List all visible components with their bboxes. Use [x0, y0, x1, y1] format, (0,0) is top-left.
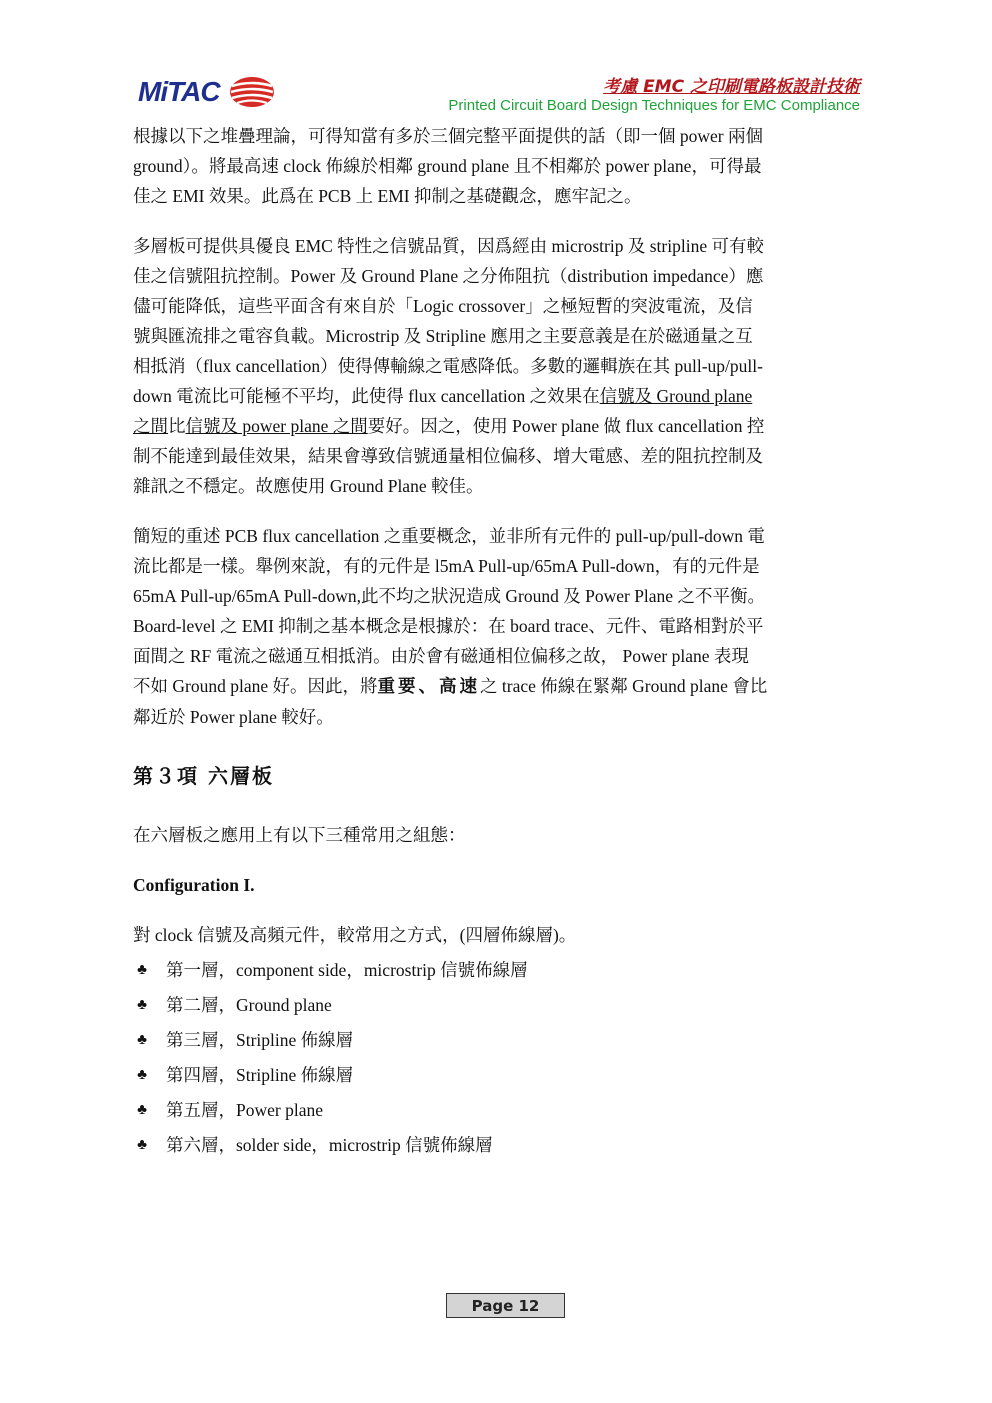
text-run: 比: [168, 416, 186, 436]
text-run: 之 trace 佈線在緊鄰 Ground plane 會比: [480, 676, 768, 696]
layer-text: 第四層，Stripline 佈線層: [166, 1065, 354, 1085]
document-subtitle: Printed Circuit Board Design Techniques for EMC Compliance: [448, 97, 860, 114]
text-run: 不如 Ground plane 好。因此，將: [133, 676, 378, 696]
text-line: 佳之 EMI 效果。此爲在 PCB 上 EMI 抑制之基礎觀念，應牢記之。: [133, 186, 642, 206]
list-item: [133, 953, 858, 988]
layer-list: [133, 953, 858, 1163]
paragraph-multilayer-emc: [133, 231, 858, 501]
club-bullet-icon: ♣: [137, 962, 147, 978]
club-bullet-icon: ♣: [137, 1137, 147, 1153]
list-item: [133, 1128, 858, 1163]
page-number: Page 12: [471, 1296, 540, 1315]
list-item: [133, 1058, 858, 1093]
text-line: 制不能達到最佳效果，結果會導致信號通量相位偏移、增大電感、差的阻抗控制及: [133, 446, 763, 466]
document-title: 考慮 EMC 之印刷電路板設計技術: [603, 77, 860, 97]
text-line: 雜訊之不穩定。故應使用 Ground Plane 較佳。: [133, 476, 484, 496]
page-number-box: [446, 1293, 565, 1318]
underlined-text: 信號及 Ground plane: [599, 386, 753, 406]
text-line: Board-level 之 EMI 抑制之基本概念是根據於：在 board trace、元件、電路相對於平: [133, 616, 764, 636]
club-bullet-icon: ♣: [137, 1102, 147, 1118]
list-item: [133, 1093, 858, 1128]
layer-text: 第五層，Power plane: [166, 1100, 323, 1120]
text-line: 佳之信號阻抗控制。Power 及 Ground Plane 之分佈阻抗（distribution impedance）應: [133, 266, 764, 286]
club-bullet-icon: ♣: [137, 997, 147, 1013]
paragraph-stackup-theory: [133, 121, 858, 211]
text-line: 號與匯流排之電容負載。Microstrip 及 Stripline 應用之主要意義是在於磁通量之互: [133, 326, 753, 346]
text-line: 流比都是一樣。舉例來說，有的元件是 l5mA Pull-up/65mA Pull-down，有的元件是: [133, 556, 760, 576]
section-heading: 第３項 六層板: [133, 764, 274, 788]
text-line: 多層板可提供具優良 EMC 特性之信號品質，因爲經由 microstrip 及 stripline 可有較: [133, 236, 764, 256]
text-line: 根據以下之堆疊理論，可得知當有多於三個完整平面提供的話（即一個 power 兩個: [133, 126, 763, 146]
text-line: [133, 381, 858, 411]
section-intro: 在六層板之應用上有以下三種常用之組態：: [133, 825, 466, 845]
page-content: [133, 121, 858, 1163]
text-line: [133, 671, 858, 702]
text-run: down 電流比可能極不平均，此使得 flux cancellation 之效果在: [133, 386, 600, 406]
text-run: 要好。因之，使用 Power plane 做 flux cancellation 控: [367, 416, 765, 436]
text-line: ground）。將最高速 clock 佈線於相鄰 ground plane 且不相鄰於 power plane，可得最: [133, 156, 762, 176]
company-logo: [138, 74, 276, 110]
layer-text: 第二層，Ground plane: [166, 995, 332, 1015]
text-line: 面間之 RF 電流之磁通互相抵消。由於會有磁通相位偏移之故， Power plane 表現: [133, 646, 749, 666]
club-bullet-icon: ♣: [137, 1067, 147, 1083]
emphasized-text: 重要、高速: [377, 677, 480, 697]
logo-text: MiTAC: [138, 76, 220, 107]
text-line: [133, 411, 858, 441]
configuration-usage: 對 clock 信號及高頻元件，較常用之方式，(四層佈線層)。: [133, 925, 577, 945]
text-line: 鄰近於 Power plane 較好。: [133, 707, 334, 727]
paragraph-flux-cancellation: [133, 521, 858, 732]
text-line: 簡短的重述 PCB flux cancellation 之重要概念，並非所有元件的 pull-up/pull-down 電: [133, 526, 765, 546]
page-header: [0, 0, 992, 120]
layer-text: 第一層，component side，microstrip 信號佈線層: [166, 960, 528, 980]
underlined-text: 之間: [133, 416, 168, 436]
text-line: 65mA Pull-up/65mA Pull-down,此不均之狀況造成 Ground 及 Power Plane 之不平衡。: [133, 586, 765, 606]
list-item: [133, 1023, 858, 1058]
configuration-title: Configuration I.: [133, 875, 255, 895]
layer-text: 第三層，Stripline 佈線層: [166, 1030, 354, 1050]
text-line: 儘可能降低，這些平面含有來自於「Logic crossover」之極短暫的突波電流，及信: [133, 296, 753, 316]
underlined-text: 信號及 power plane 之間: [185, 416, 368, 436]
mitac-globe-icon: [228, 75, 276, 109]
layer-text: 第六層，solder side，microstrip 信號佈線層: [166, 1135, 493, 1155]
text-line: 相抵消（flux cancellation）使得傳輸線之電感降低。多數的邏輯族在其 pull-up/pull-: [133, 356, 763, 376]
club-bullet-icon: ♣: [137, 1032, 147, 1048]
list-item: [133, 988, 858, 1023]
